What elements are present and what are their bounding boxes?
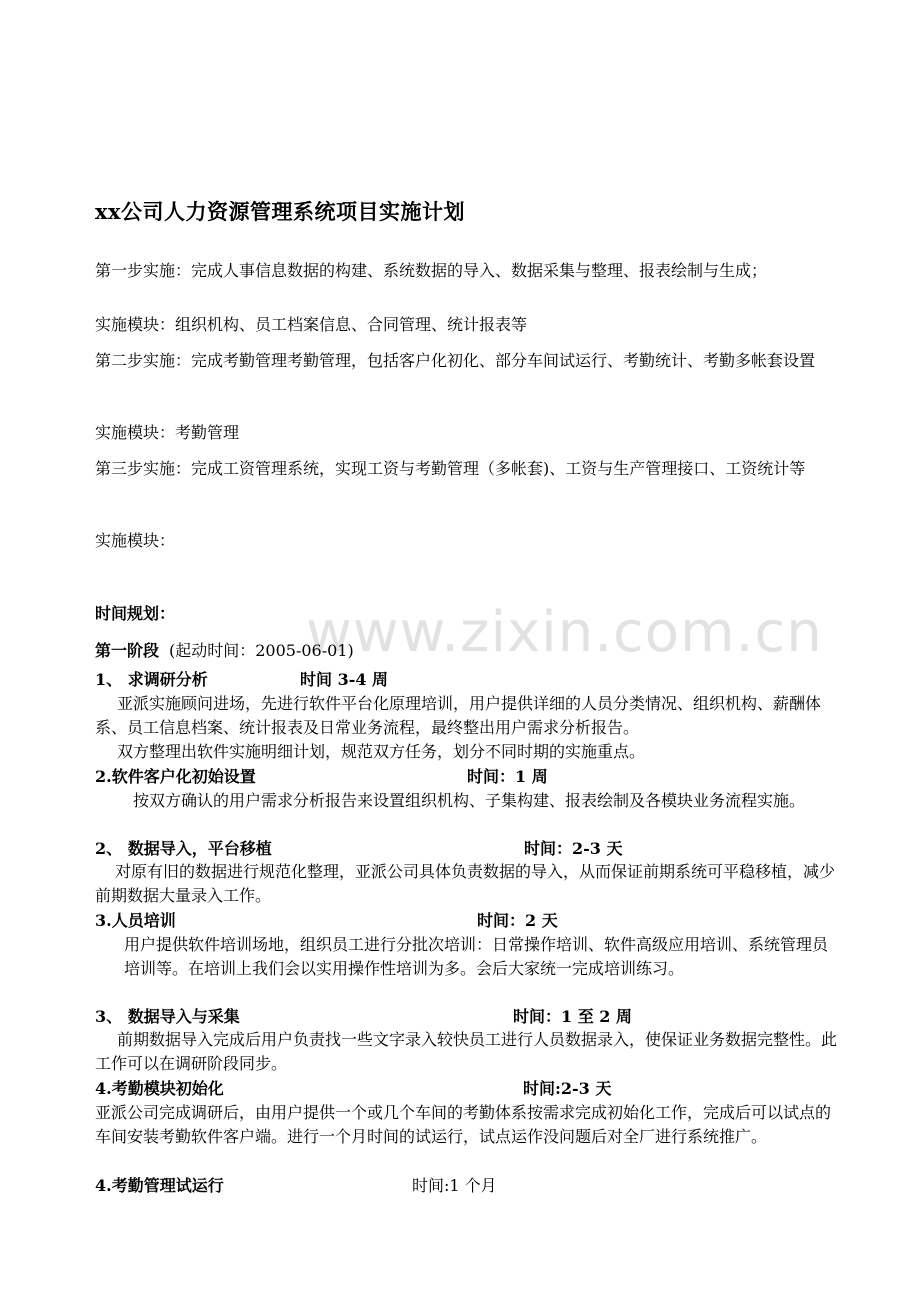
task-label: 2、 数据导入，平台移植 <box>95 839 272 858</box>
task-label: 3.人员培训 <box>95 911 176 930</box>
task-label: 3、 数据导入与采集 <box>95 1007 240 1026</box>
task-time: 时间：1 至 2 周 <box>513 1007 632 1026</box>
task-time: 时间:1 个月 <box>412 1176 497 1195</box>
task-time: 时间 3-4 周 <box>300 670 389 689</box>
task-time: 时间:2-3 天 <box>523 1079 612 1098</box>
task-description: 对原有旧的数据进行规范化整理，亚派公司具体负责数据的导入，从而保证前期系统可平稳移植，减少前期数据大量录入工作。 <box>95 862 836 905</box>
task-label: 1、 求调研分析 <box>95 670 208 689</box>
watermark: www.zixin.com.cn <box>306 600 823 665</box>
task-label: 2.软件客户化初始设置 <box>95 767 256 786</box>
task-description: 按双方确认的用户需求分析报告来设置组织机构、子集构建、报表绘制及各模块业务流程实施。 <box>133 791 806 810</box>
step-2-modules: 实施模块：考勤管理 <box>95 423 240 442</box>
task-description: 前期数据导入完成后用户负责找一些文字录入较快员工进行人员数据录入，使保证业务数据完整性。此工作可以在调研阶段同步。 <box>95 1030 838 1073</box>
task-time: 时间：1 周 <box>467 767 548 786</box>
step-3-modules: 实施模块： <box>95 531 176 550</box>
task-time: 时间：2 天 <box>477 911 558 930</box>
phase-1-start: (起动时间：2005-06-01) <box>169 641 354 660</box>
phase-1-label: 第一阶段 <box>95 641 160 660</box>
step-1-text: 第一步实施：完成人事信息数据的构建、系统数据的导入、数据采集与整理、报表绘制与生成； <box>95 261 768 280</box>
time-plan-heading: 时间规划： <box>95 604 176 623</box>
step-2-text: 第二步实施：完成考勤管理考勤管理，包括客户化初化、部分车间试运行、考勤统计、考勤多帐套设置 <box>95 351 816 370</box>
task-description: 亚派实施顾问进场，先进行软件平台化原理培训，用户提供详细的人员分类情况、组织机构、薪酬体系、员工信息档案、统计报表及日常业务流程，最终整出用户需求分析报告。 <box>95 694 822 737</box>
task-description-2: 双方整理出软件实施明细计划，规范双方任务，划分不同时期的实施重点。 <box>117 742 646 761</box>
step-1-modules: 实施模块：组织机构、员工档案信息、合同管理、统计报表等 <box>95 315 528 334</box>
document-title: xx公司人力资源管理系统项目实施计划 <box>95 199 466 224</box>
task-label: 4.考勤模块初始化 <box>95 1079 224 1098</box>
task-label: 4.考勤管理试运行 <box>95 1176 224 1195</box>
step-3-text: 第三步实施：完成工资管理系统，实现工资与考勤管理（多帐套)、工资与生产管理接口、工资统计等 <box>95 459 806 478</box>
task-description: 用户提供软件培训场地，组织员工进行分批次培训：日常操作培训、软件高级应用培训、系统管理员培训等。在培训上我们会以实用操作性培训为多。会后大家统一完成培训练习。 <box>124 935 829 978</box>
task-time: 时间：2-3 天 <box>524 839 623 858</box>
task-description: 亚派公司完成调研后，由用户提供一个或几个车间的考勤体系按需求完成初始化工作，完成后可以试点的车间安装考勤软件客户端。进行一个月时间的试运行，试点运作没问题后对全厂进行系统推广。 <box>95 1103 832 1146</box>
